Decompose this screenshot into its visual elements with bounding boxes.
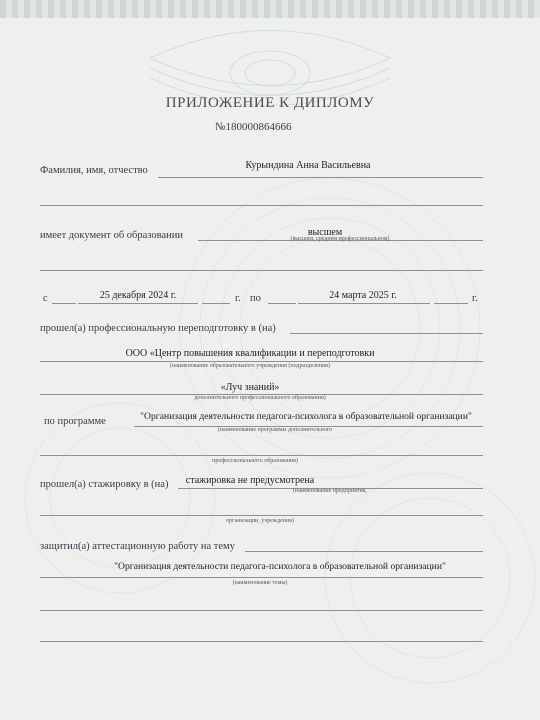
retraining-label: прошел(а) профессиональную переподготовку в (на) (40, 323, 276, 334)
program-hint: (наименование программы дополнительного (217, 427, 333, 433)
thesis-value: "Организация деятельности педагога-психолога в образовательной организации" (114, 561, 446, 572)
thesis-label: защитил(а) аттестационную работу на тему (40, 541, 235, 552)
date-from: 25 декабря 2024 г. (99, 290, 177, 301)
date-to-line (298, 303, 430, 304)
org-hint-2: дополнительного профессионального образования) (194, 395, 326, 401)
from-label: с (43, 293, 48, 304)
thesis-line-3 (40, 641, 483, 642)
to-label: по (250, 293, 261, 304)
thesis-hint: (наименование темы) (232, 580, 288, 586)
from-line-lead (52, 303, 76, 304)
retraining-line (290, 333, 483, 334)
program-hint-2: профессионального образования) (212, 458, 298, 464)
from-year-line (202, 303, 230, 304)
program-label: по программе (44, 416, 106, 427)
internship-hint-2: организации, учреждения) (226, 518, 294, 524)
org-line (40, 361, 483, 362)
year-suffix-1: г. (235, 293, 241, 304)
fio-label: Фамилия, имя, отчество (40, 165, 148, 176)
year-suffix-2: г. (472, 293, 478, 304)
internship-label: прошел(а) стажировку в (на) (40, 479, 169, 490)
fio-line (158, 177, 483, 178)
date-from-line (78, 303, 198, 304)
org-value-2: «Луч знаний» (220, 382, 280, 393)
decorative-border (0, 0, 540, 18)
thesis-line (245, 551, 483, 552)
fio-value: Курындина Анна Васильевна (245, 160, 371, 171)
fio-line-2 (40, 205, 483, 206)
internship-hint: (наименование предприятия, (293, 488, 367, 494)
org-hint: (наименование образовательного учреждения (подразделения) (170, 363, 330, 369)
to-year-line (434, 303, 468, 304)
program-value: "Организация деятельности педагога-психолога в образовательной организации" (140, 411, 472, 422)
thesis-line-2 (40, 610, 483, 611)
education-line-2 (40, 270, 483, 271)
org-value: ООО «Центр повышения квалификации и переподготовки (125, 348, 375, 359)
education-value: высшем (307, 227, 343, 238)
program-line-2 (40, 455, 483, 456)
document-number: №180000864666 (215, 121, 292, 133)
document-title: ПРИЛОЖЕНИЕ К ДИПЛОМУ (165, 95, 375, 111)
education-label: имеет документ об образовании (40, 230, 183, 241)
thesis-value-line (40, 577, 483, 578)
internship-value: стажировка не предусмотрена (185, 475, 315, 486)
education-hint: (высшем, среднем профессиональном) (290, 236, 390, 242)
internship-line-2 (40, 515, 483, 516)
to-line-lead (268, 303, 296, 304)
date-to: 24 марта 2025 г. (329, 290, 397, 301)
